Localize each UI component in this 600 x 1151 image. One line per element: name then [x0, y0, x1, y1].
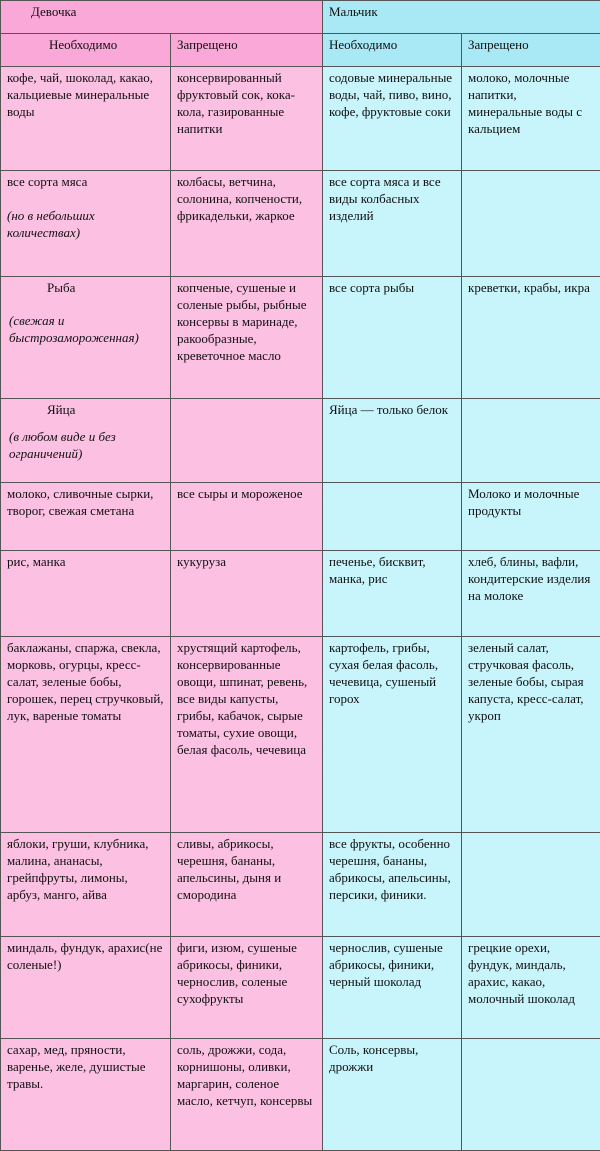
boy-forbidden-cell: молоко, молочные напитки, минеральные воды с кальцием [462, 67, 600, 171]
girl-needed-cell: молоко, сливочные сырки, творог, свежая сметана [1, 483, 171, 551]
table-row [1, 637, 600, 833]
table-row [1, 937, 600, 1039]
girl-forbidden-cell: колбасы, ветчина, солонина, копчености, фрикадельки, жаркое [171, 171, 323, 277]
boy-needed-cell: чернослив, сушеные абрикосы, финики, черный шоколад [323, 937, 462, 1039]
boy-forbidden-header: Запрещено [462, 34, 600, 67]
girl-forbidden-cell: сливы, абрикосы, черешня, бананы, апельсины, дыня и смородина [171, 833, 323, 937]
girl-needed-note: (в любом виде и без ограничений) [9, 429, 116, 461]
girl-forbidden-cell: консервированный фруктовый сок, кока-кола, газированные напитки [171, 67, 323, 171]
girl-needed-note: (свежая и быстрозамороженная) [9, 313, 139, 345]
girl-needed-cell: яблоки, груши, клубника, малина, ананасы, грейпфруты, лимоны, арбуз, манго, айва [1, 833, 171, 937]
girl-forbidden-cell: все сыры и мороженое [171, 483, 323, 551]
girl-forbidden-cell: соль, дрожжи, сода, корнишоны, оливки, маргарин, соленое масло, кетчуп, консервы [171, 1039, 323, 1151]
girl-needed-cell: Яйца (в любом виде и без ограничений) [1, 399, 171, 483]
boy-needed-cell: все сорта мяса и все виды колбасных изделий [323, 171, 462, 277]
boy-forbidden-cell [462, 171, 600, 277]
girl-header: Девочка [1, 1, 323, 34]
table-row [1, 171, 600, 277]
boy-forbidden-cell: креветки, крабы, икра [462, 277, 600, 399]
girl-forbidden-cell: фиги, изюм, сушеные абрикосы, финики, чернослив, соленые сухофрукты [171, 937, 323, 1039]
girl-forbidden-cell [171, 399, 323, 483]
boy-forbidden-cell: хлеб, блины, вафли, кондитерские изделия на молоке [462, 551, 600, 637]
boy-needed-cell: все сорта рыбы [323, 277, 462, 399]
boy-forbidden-cell: грецкие орехи, фундук, миндаль, арахис, какао, молочный шоколад [462, 937, 600, 1039]
boy-needed-cell: содовые минеральные воды, чай, пиво, вино, кофе, фруктовые соки [323, 67, 462, 171]
gender-header-row [1, 1, 600, 34]
boy-needed-cell: картофель, грибы, сухая белая фасоль, чечевица, сушеный горох [323, 637, 462, 833]
girl-forbidden-cell: кукуруза [171, 551, 323, 637]
girl-needed-note: (но в небольших количествах) [7, 208, 95, 240]
table-row [1, 551, 600, 637]
girl-needed-cell: кофе, чай, шоколад, какао, кальциевые минеральные воды [1, 67, 171, 171]
girl-needed-cell: рис, манка [1, 551, 171, 637]
boy-needed-cell: Соль, консервы, дрожжи [323, 1039, 462, 1151]
girl-forbidden-header: Запрещено [171, 34, 323, 67]
girl-needed-cell: все сорта мяса (но в небольших количествах) [1, 171, 171, 277]
girl-needed-cell: баклажаны, спаржа, свекла, морковь, огурцы, кресс-салат, зеленые бобы, горошек, перец стручковый, лук, вареные томаты [1, 637, 171, 833]
girl-needed-cell: сахар, мед, пряности, варенье, желе, душистые травы. [1, 1039, 171, 1151]
boy-needed-header: Необходимо [323, 34, 462, 67]
girl-forbidden-cell: хрустящий картофель, консервированные овощи, шпинат, ревень, все виды капусты, грибы, кабачок, сырые томаты, сухие овощи, белая фасоль, чечевица [171, 637, 323, 833]
table-row [1, 67, 600, 171]
girl-needed-cell: миндаль, фундук, арахис(не соленые!) [1, 937, 171, 1039]
girl-needed-cell: Рыба (свежая и быстрозамороженная) [1, 277, 171, 399]
boy-forbidden-cell: Молоко и молочные продукты [462, 483, 600, 551]
table-row [1, 277, 600, 399]
column-header-row [1, 34, 600, 67]
girl-needed-header: Необходимо [1, 34, 171, 67]
boy-needed-cell [323, 483, 462, 551]
girl-forbidden-cell: копченые, сушеные и соленые рыбы, рыбные консервы в маринаде, ракообразные, креветочное масло [171, 277, 323, 399]
table-row [1, 1039, 600, 1151]
boy-forbidden-cell: зеленый салат, стручковая фасоль, зеленые бобы, сырая капуста, кресс-салат, укроп [462, 637, 600, 833]
boy-needed-cell: печенье, бисквит, манка, рис [323, 551, 462, 637]
boy-needed-cell: Яйца — только белок [323, 399, 462, 483]
boy-forbidden-cell [462, 399, 600, 483]
boy-header: Мальчик [323, 1, 600, 34]
boy-forbidden-cell [462, 833, 600, 937]
boy-forbidden-cell [462, 1039, 600, 1151]
table-row [1, 833, 600, 937]
boy-needed-cell: все фрукты, особенно черешня, бананы, абрикосы, апельсины, персики, финики. [323, 833, 462, 937]
table-row [1, 483, 600, 551]
table-row [1, 399, 600, 483]
